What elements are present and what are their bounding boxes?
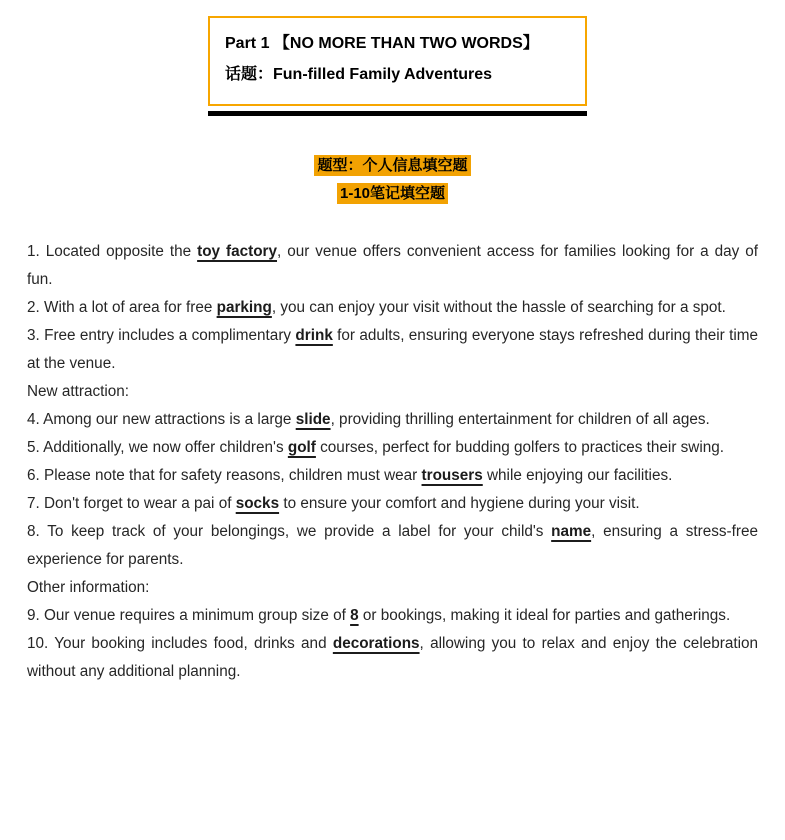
answer-blank: golf <box>287 439 316 456</box>
answer-blank: slide <box>295 411 331 428</box>
badges-section <box>0 152 785 208</box>
badge-line <box>0 180 785 208</box>
paragraph-text: or bookings, making it ideal for parties and gatherings. <box>358 607 731 624</box>
paragraph-text: 2. With a lot of area for free <box>27 299 217 316</box>
answer-blank: trousers <box>421 467 483 484</box>
paragraph-text: 7. Don't forget to wear a pai of <box>27 495 236 512</box>
list-item <box>27 518 758 574</box>
paragraph-text: 6. Please note that for safety reasons, children must wear <box>27 467 422 484</box>
paragraph-text: 9. Our venue requires a minimum group size of <box>27 607 351 624</box>
answer-blank: drink <box>295 327 333 344</box>
list-item <box>27 322 758 378</box>
question-range-badge: 1-10笔记填空题 <box>337 183 448 204</box>
paragraph-text: 3. Free entry includes a complimentary <box>27 327 296 344</box>
header-box <box>208 16 587 106</box>
list-item <box>27 602 758 630</box>
answer-blank: socks <box>235 495 280 512</box>
list-item <box>27 406 758 434</box>
paragraph-text: , allowing you to relax and enjoy the celebration without any additional planning. <box>27 635 758 680</box>
answer-blank: parking <box>216 299 272 316</box>
paragraph-text: , ensuring a stress-free experience for parents. <box>27 523 759 568</box>
answer-blank: name <box>551 523 592 540</box>
paragraph-text: courses, perfect for budding golfers to practices their swing. <box>315 439 725 456</box>
answer-blank: 8 <box>350 607 359 624</box>
question-type-badge: 题型：个人信息填空题 <box>314 155 470 176</box>
list-item <box>27 294 758 322</box>
topic-title: 话题：Fun-filled Family Adventures <box>225 66 492 83</box>
divider-rule <box>208 111 587 116</box>
paragraph-text: , you can enjoy your visit without the hassle of searching for a spot. <box>271 299 726 316</box>
paragraph-text: to ensure your comfort and hygiene during your visit. <box>279 495 640 512</box>
list-item <box>27 434 758 462</box>
answer-blank: decorations <box>332 635 420 652</box>
list-item <box>27 630 758 686</box>
paragraph-text: 1. Located opposite the <box>27 243 198 260</box>
answer-blank: toy factory <box>197 243 278 260</box>
list-item <box>27 462 758 490</box>
list-item <box>27 490 758 518</box>
paragraph-text: 8. To keep track of your belongings, we provide a label for your child's <box>27 523 552 540</box>
badge-line <box>0 152 785 180</box>
section-label: Other information: <box>27 579 150 596</box>
paragraph-text: 5. Additionally, we now offer children's <box>27 439 288 456</box>
part-title: Part 1 【NO MORE THAN TWO WORDS】 <box>225 35 539 52</box>
paragraph-text: 4. Among our new attractions is a large <box>27 411 296 428</box>
list-item <box>27 238 758 294</box>
paragraph-text: while enjoying our facilities. <box>482 467 673 484</box>
paragraph-text: , providing thrilling entertainment for children of all ages. <box>330 411 710 428</box>
notes-list <box>27 238 758 686</box>
paragraph-text: 10. Your booking includes food, drinks and <box>27 635 333 652</box>
paragraph-text: for adults, ensuring everyone stays refreshed during their time at the venue. <box>27 327 759 372</box>
paragraph-text: , our venue offers convenient access for families looking for a day of fun. <box>27 243 759 288</box>
section-label: New attraction: <box>27 383 130 400</box>
